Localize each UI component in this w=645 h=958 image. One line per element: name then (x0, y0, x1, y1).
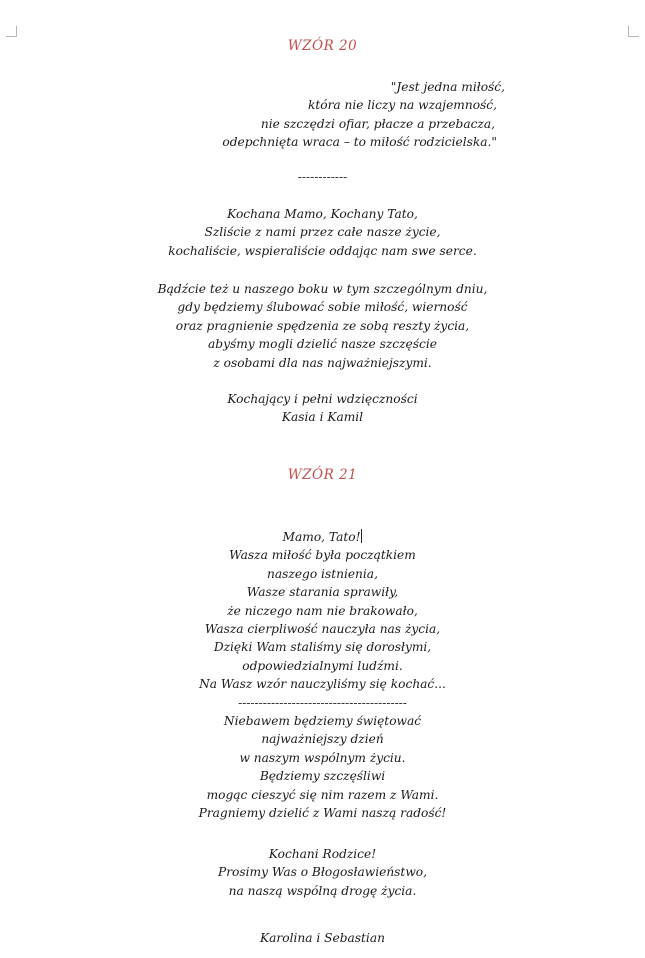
poem-line: Pragniemy dzielić z Wami naszą radość! (198, 806, 447, 821)
signature-line: Kochający i pełni wdzięczności (227, 392, 418, 406)
quote-line: odepchnięta wraca – to miłość rodzicielska." (222, 135, 497, 150)
wzor-20-greeting (0, 205, 645, 260)
poem-line: w naszym wspólnym życiu. (239, 750, 406, 765)
poem-line: że niczego nam nie brakowało, (227, 603, 418, 618)
poem-line: Wasze starania sprawiły, (246, 585, 399, 600)
request-line: na naszą wspólną drogę życia. (228, 883, 417, 898)
poem-line: Wasza miłość była początkiem (229, 548, 416, 563)
request-line: Prosimy Was o Błogosławieństwo, (218, 865, 427, 880)
paragraph-line: Bądźcie też u naszego boku w tym szczególnym dniu, (157, 282, 488, 296)
quote-line: nie szczędzi ofiar, płacze a przebacza, (260, 116, 495, 131)
wzor-21-request (0, 845, 645, 900)
greeting-line: Szliście z nami przez całe nasze życie, (204, 225, 441, 240)
page-corner-mark-right (628, 26, 639, 37)
paragraph-line: abyśmy mogli dzielić nasze szczęście (208, 337, 437, 352)
paragraph-line: gdy będziemy ślubować sobie miłość, wierność (177, 300, 468, 315)
signature-line: Kasia i Kamil (281, 410, 364, 425)
request-line: Kochani Rodzice! (268, 847, 377, 861)
paragraph-line: z osobami dla nas najważniejszymi. (213, 355, 432, 370)
wzor-21-heading: WZÓR 21 (287, 467, 358, 483)
wzor-20-signature (0, 390, 645, 427)
poem-line: Będziemy szczęśliwi (259, 769, 386, 784)
wzor-20-separator: ------------ (297, 170, 348, 184)
poem-line (0, 528, 645, 546)
poem-first-line: Mamo, Tato! (282, 530, 361, 544)
poem-line: odpowiedzialnymi ludźmi. (242, 658, 403, 673)
wzor-20-quote (0, 78, 505, 152)
wzor-20-heading: WZÓR 20 (287, 38, 358, 54)
poem-line: Niebawem będziemy świętować (223, 714, 422, 729)
poem-line: Wasza cierpliwość nauczyła nas życia, (204, 622, 441, 637)
poem-separator: ----------------------------------------- (238, 695, 407, 710)
paragraph-line: oraz pragnienie spędzenia ze sobą reszty życia, (175, 318, 470, 333)
quote-line: która nie liczy na wzajemność, (307, 98, 497, 113)
wzor-20-paragraph (0, 280, 645, 372)
poem-line: Na Wasz wzór nauczyliśmy się kochać... (199, 677, 446, 692)
poem-line: mogąc cieszyć się nim razem z Wami. (206, 787, 439, 802)
page-corner-mark-left (6, 26, 17, 37)
wzor-21-signature: Karolina i Sebastian (260, 931, 385, 945)
text-cursor (361, 529, 362, 543)
poem-line: najważniejszy dzień (261, 732, 384, 747)
greeting-line: kochaliście, wspieraliście oddając nam swe serce. (168, 243, 477, 258)
quote-line: "Jest jedna miłość, (390, 80, 505, 94)
wzor-21-poem (0, 528, 645, 823)
greeting-line: Kochana Mamo, Kochany Tato, (227, 207, 418, 221)
poem-line: Dzięki Wam staliśmy się dorosłymi, (213, 640, 432, 655)
poem-line: naszego istnienia, (267, 566, 378, 581)
